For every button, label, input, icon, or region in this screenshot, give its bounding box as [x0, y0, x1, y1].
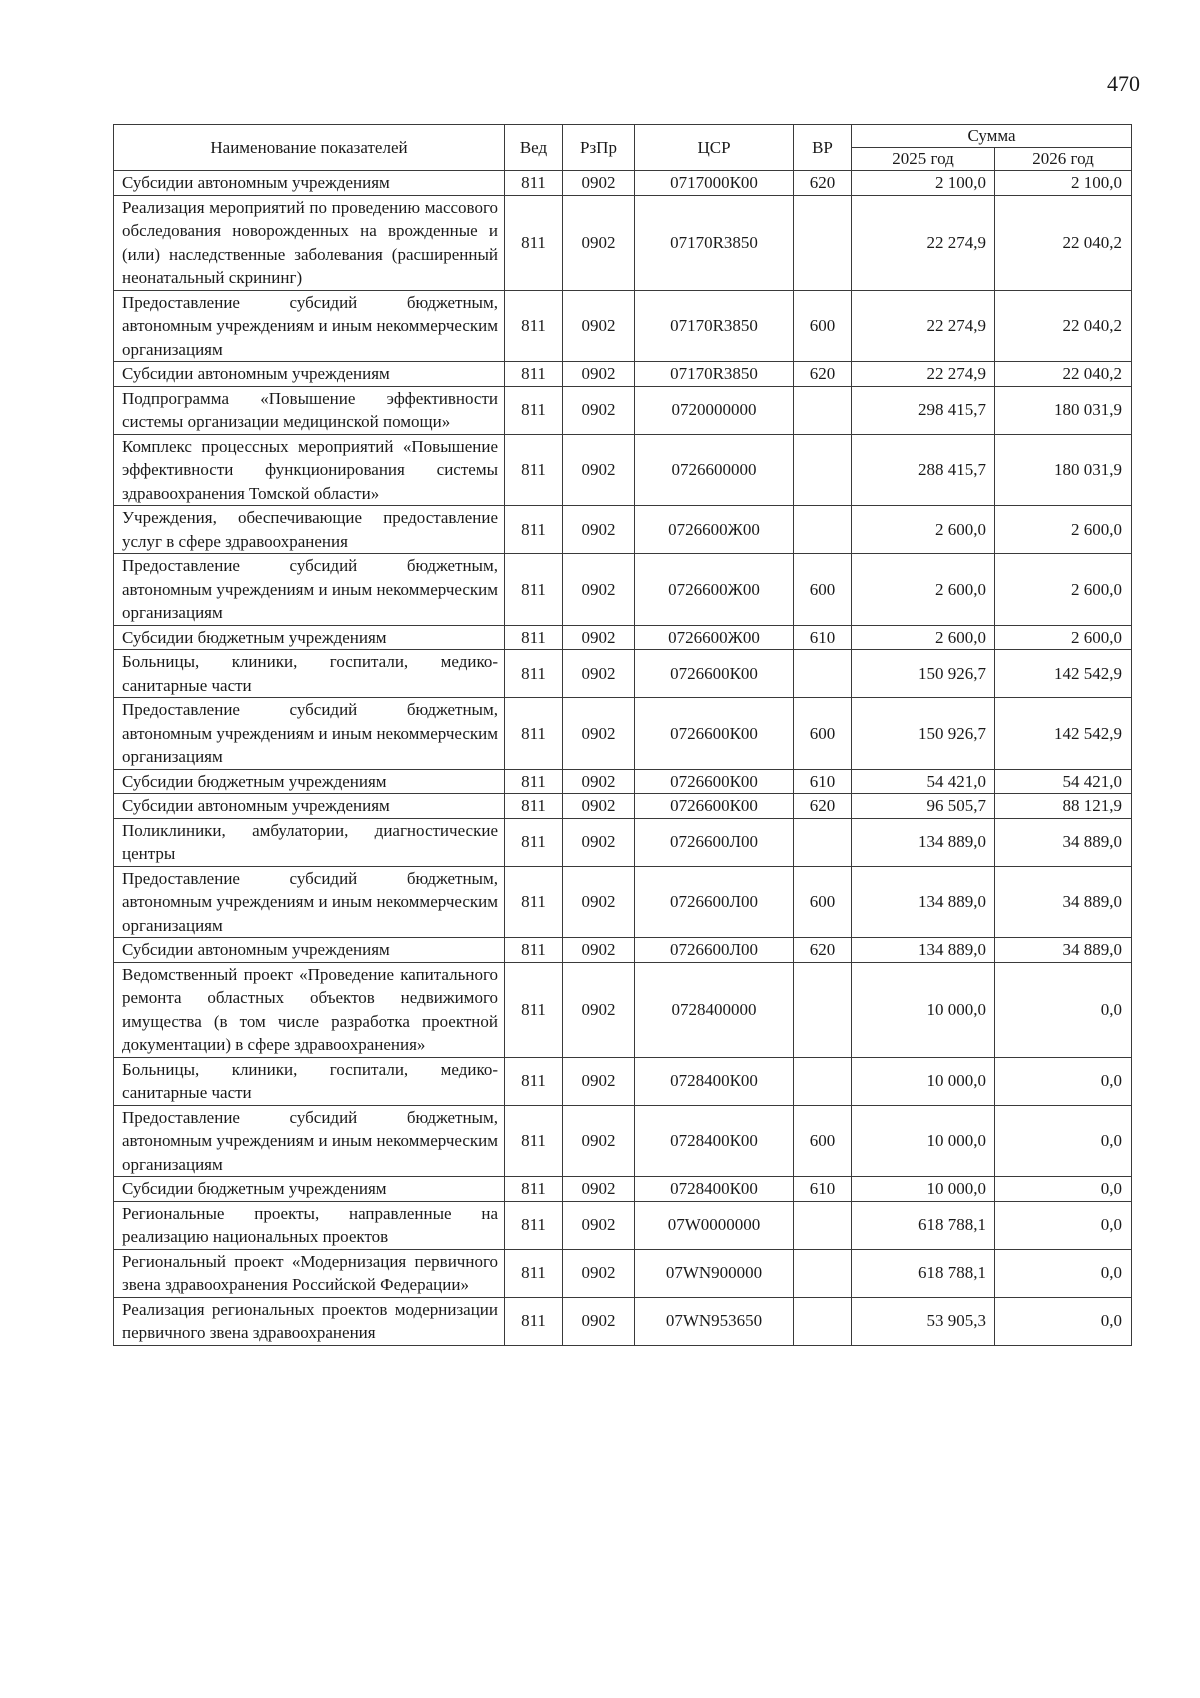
- row-vr-cell: 600: [794, 554, 852, 626]
- row-rzpr-cell: 0902: [563, 794, 635, 819]
- row-sum-2026-cell: 0,0: [995, 1201, 1132, 1249]
- row-rzpr-cell: 0902: [563, 650, 635, 698]
- header-ved: Вед: [505, 125, 563, 171]
- table-row: [114, 938, 1132, 963]
- row-sum-2025-cell: 134 889,0: [852, 938, 995, 963]
- row-csr-cell: 0728400К00: [635, 1177, 794, 1202]
- row-csr-cell: 0726600К00: [635, 794, 794, 819]
- row-rzpr-cell: 0902: [563, 554, 635, 626]
- row-name-cell: Региональный проект «Модернизация первичного звена здравоохранения Российской Федерации»: [114, 1249, 505, 1297]
- row-sum-2025-cell: 10 000,0: [852, 962, 995, 1057]
- row-sum-2026-cell: 0,0: [995, 1177, 1132, 1202]
- row-sum-2025-cell: 2 600,0: [852, 554, 995, 626]
- row-name-cell: Предоставление субсидий бюджетным, автономным учреждениям и иным некоммерческим организациям: [114, 698, 505, 770]
- row-rzpr-cell: 0902: [563, 171, 635, 196]
- row-csr-cell: 0717000К00: [635, 171, 794, 196]
- row-rzpr-cell: 0902: [563, 1201, 635, 1249]
- row-sum-2025-cell: 10 000,0: [852, 1177, 995, 1202]
- row-vr-cell: 620: [794, 362, 852, 387]
- row-rzpr-cell: 0902: [563, 1297, 635, 1345]
- row-rzpr-cell: 0902: [563, 938, 635, 963]
- table-row: [114, 506, 1132, 554]
- table-row: [114, 698, 1132, 770]
- row-ved-cell: 811: [505, 866, 563, 938]
- row-rzpr-cell: 0902: [563, 290, 635, 362]
- row-rzpr-cell: 0902: [563, 962, 635, 1057]
- row-csr-cell: 0726600Л00: [635, 938, 794, 963]
- row-rzpr-cell: 0902: [563, 698, 635, 770]
- row-name-cell: Субсидии бюджетным учреждениям: [114, 625, 505, 650]
- row-rzpr-cell: 0902: [563, 818, 635, 866]
- row-csr-cell: 0726600Ж00: [635, 625, 794, 650]
- row-rzpr-cell: 0902: [563, 195, 635, 290]
- header-rzpr: РзПр: [563, 125, 635, 171]
- row-rzpr-cell: 0902: [563, 362, 635, 387]
- table-row: [114, 1297, 1132, 1345]
- row-ved-cell: 811: [505, 962, 563, 1057]
- row-vr-cell: 620: [794, 938, 852, 963]
- row-sum-2025-cell: 54 421,0: [852, 769, 995, 794]
- table-row: [114, 1057, 1132, 1105]
- row-vr-cell: 600: [794, 866, 852, 938]
- table-row: [114, 434, 1132, 506]
- row-name-cell: Субсидии автономным учреждениям: [114, 938, 505, 963]
- row-name-cell: Реализация мероприятий по проведению массового обследования новорожденных на врожденные и (или) наследственные заболевания (расширенный неонатальный скрининг): [114, 195, 505, 290]
- row-sum-2026-cell: 0,0: [995, 1297, 1132, 1345]
- row-ved-cell: 811: [505, 1177, 563, 1202]
- table-row: [114, 362, 1132, 387]
- row-csr-cell: 07170R3850: [635, 290, 794, 362]
- row-sum-2025-cell: 298 415,7: [852, 386, 995, 434]
- header-csr: ЦСР: [635, 125, 794, 171]
- row-ved-cell: 811: [505, 938, 563, 963]
- table-row: [114, 195, 1132, 290]
- row-name-cell: Субсидии бюджетным учреждениям: [114, 1177, 505, 1202]
- row-csr-cell: 0720000000: [635, 386, 794, 434]
- row-sum-2025-cell: 288 415,7: [852, 434, 995, 506]
- row-sum-2026-cell: 2 600,0: [995, 506, 1132, 554]
- page-number: 470: [1107, 71, 1140, 96]
- row-sum-2025-cell: 53 905,3: [852, 1297, 995, 1345]
- row-vr-cell: 610: [794, 1177, 852, 1202]
- header-year-2025: 2025 год: [852, 148, 995, 171]
- row-csr-cell: 0728400000: [635, 962, 794, 1057]
- row-rzpr-cell: 0902: [563, 1057, 635, 1105]
- row-ved-cell: 811: [505, 1297, 563, 1345]
- row-vr-cell: 620: [794, 171, 852, 196]
- row-sum-2026-cell: 142 542,9: [995, 650, 1132, 698]
- row-ved-cell: 811: [505, 386, 563, 434]
- row-ved-cell: 811: [505, 195, 563, 290]
- row-vr-cell: [794, 506, 852, 554]
- row-sum-2026-cell: 2 600,0: [995, 554, 1132, 626]
- row-csr-cell: 07WN953650: [635, 1297, 794, 1345]
- row-sum-2025-cell: 134 889,0: [852, 818, 995, 866]
- row-csr-cell: 07170R3850: [635, 195, 794, 290]
- row-sum-2026-cell: 2 100,0: [995, 171, 1132, 196]
- table-row: [114, 962, 1132, 1057]
- row-sum-2026-cell: 0,0: [995, 1105, 1132, 1177]
- row-name-cell: Субсидии автономным учреждениям: [114, 362, 505, 387]
- table-row: [114, 1177, 1132, 1202]
- row-csr-cell: 0726600Ж00: [635, 506, 794, 554]
- table-row: [114, 386, 1132, 434]
- row-ved-cell: 811: [505, 171, 563, 196]
- table-header: [114, 125, 1132, 171]
- row-sum-2025-cell: 96 505,7: [852, 794, 995, 819]
- row-sum-2026-cell: 88 121,9: [995, 794, 1132, 819]
- row-rzpr-cell: 0902: [563, 769, 635, 794]
- row-name-cell: Комплекс процессных мероприятий «Повышение эффективности функционирования системы здравоохранения Томской области»: [114, 434, 505, 506]
- row-sum-2026-cell: 0,0: [995, 1249, 1132, 1297]
- row-ved-cell: 811: [505, 625, 563, 650]
- row-sum-2026-cell: 0,0: [995, 962, 1132, 1057]
- row-sum-2026-cell: 34 889,0: [995, 938, 1132, 963]
- row-name-cell: Больницы, клиники, госпитали, медико-санитарные части: [114, 650, 505, 698]
- table-row: [114, 769, 1132, 794]
- row-sum-2025-cell: 2 600,0: [852, 625, 995, 650]
- row-csr-cell: 0726600Л00: [635, 818, 794, 866]
- table-row: [114, 818, 1132, 866]
- row-name-cell: Учреждения, обеспечивающие предоставление услуг в сфере здравоохранения: [114, 506, 505, 554]
- row-ved-cell: 811: [505, 1201, 563, 1249]
- row-csr-cell: 0726600К00: [635, 769, 794, 794]
- row-csr-cell: 0726600Л00: [635, 866, 794, 938]
- row-vr-cell: [794, 1201, 852, 1249]
- row-sum-2025-cell: 2 100,0: [852, 171, 995, 196]
- table-row: [114, 290, 1132, 362]
- row-sum-2025-cell: 150 926,7: [852, 650, 995, 698]
- row-vr-cell: [794, 1057, 852, 1105]
- row-csr-cell: 07WN900000: [635, 1249, 794, 1297]
- row-vr-cell: [794, 962, 852, 1057]
- row-vr-cell: [794, 195, 852, 290]
- row-ved-cell: 811: [505, 290, 563, 362]
- row-name-cell: Предоставление субсидий бюджетным, автономным учреждениям и иным некоммерческим организациям: [114, 1105, 505, 1177]
- row-sum-2025-cell: 134 889,0: [852, 866, 995, 938]
- table-row: [114, 554, 1132, 626]
- row-csr-cell: 0726600К00: [635, 650, 794, 698]
- header-vr: ВР: [794, 125, 852, 171]
- row-rzpr-cell: 0902: [563, 1249, 635, 1297]
- row-vr-cell: 600: [794, 698, 852, 770]
- row-rzpr-cell: 0902: [563, 1105, 635, 1177]
- row-ved-cell: 811: [505, 362, 563, 387]
- row-rzpr-cell: 0902: [563, 625, 635, 650]
- row-csr-cell: 07W0000000: [635, 1201, 794, 1249]
- row-sum-2025-cell: 618 788,1: [852, 1249, 995, 1297]
- header-sum: Сумма: [852, 125, 1132, 148]
- row-sum-2025-cell: 22 274,9: [852, 362, 995, 387]
- row-sum-2025-cell: 2 600,0: [852, 506, 995, 554]
- table-body: [114, 171, 1132, 1346]
- row-ved-cell: 811: [505, 769, 563, 794]
- row-sum-2026-cell: 22 040,2: [995, 290, 1132, 362]
- table-row: [114, 1201, 1132, 1249]
- table-row: [114, 650, 1132, 698]
- row-vr-cell: [794, 1249, 852, 1297]
- table-row: [114, 625, 1132, 650]
- table-row: [114, 1249, 1132, 1297]
- row-name-cell: Поликлиники, амбулатории, диагностические центры: [114, 818, 505, 866]
- table-row: [114, 866, 1132, 938]
- row-csr-cell: 07170R3850: [635, 362, 794, 387]
- row-name-cell: Субсидии бюджетным учреждениям: [114, 769, 505, 794]
- row-sum-2025-cell: 618 788,1: [852, 1201, 995, 1249]
- row-csr-cell: 0726600000: [635, 434, 794, 506]
- row-ved-cell: 811: [505, 650, 563, 698]
- row-ved-cell: 811: [505, 1057, 563, 1105]
- row-name-cell: Субсидии автономным учреждениям: [114, 794, 505, 819]
- row-sum-2025-cell: 22 274,9: [852, 195, 995, 290]
- row-ved-cell: 811: [505, 506, 563, 554]
- row-name-cell: Подпрограмма «Повышение эффективности системы организации медицинской помощи»: [114, 386, 505, 434]
- row-sum-2026-cell: 54 421,0: [995, 769, 1132, 794]
- row-sum-2025-cell: 22 274,9: [852, 290, 995, 362]
- row-vr-cell: 620: [794, 794, 852, 819]
- row-ved-cell: 811: [505, 818, 563, 866]
- row-rzpr-cell: 0902: [563, 386, 635, 434]
- row-name-cell: Субсидии автономным учреждениям: [114, 171, 505, 196]
- row-sum-2026-cell: 34 889,0: [995, 818, 1132, 866]
- row-rzpr-cell: 0902: [563, 506, 635, 554]
- row-sum-2026-cell: 2 600,0: [995, 625, 1132, 650]
- table-row: [114, 171, 1132, 196]
- row-name-cell: Предоставление субсидий бюджетным, автономным учреждениям и иным некоммерческим организациям: [114, 866, 505, 938]
- row-vr-cell: [794, 386, 852, 434]
- table-row: [114, 1105, 1132, 1177]
- table-row: [114, 794, 1132, 819]
- row-csr-cell: 0726600Ж00: [635, 554, 794, 626]
- row-ved-cell: 811: [505, 1105, 563, 1177]
- row-vr-cell: [794, 818, 852, 866]
- header-year-2026: 2026 год: [995, 148, 1132, 171]
- row-sum-2025-cell: 10 000,0: [852, 1057, 995, 1105]
- row-ved-cell: 811: [505, 794, 563, 819]
- row-sum-2026-cell: 34 889,0: [995, 866, 1132, 938]
- row-rzpr-cell: 0902: [563, 434, 635, 506]
- row-sum-2026-cell: 22 040,2: [995, 195, 1132, 290]
- row-name-cell: Реализация региональных проектов модернизации первичного звена здравоохранения: [114, 1297, 505, 1345]
- row-vr-cell: [794, 650, 852, 698]
- row-sum-2026-cell: 0,0: [995, 1057, 1132, 1105]
- row-name-cell: Больницы, клиники, госпитали, медико-санитарные части: [114, 1057, 505, 1105]
- row-sum-2026-cell: 22 040,2: [995, 362, 1132, 387]
- row-ved-cell: 811: [505, 434, 563, 506]
- row-csr-cell: 0728400К00: [635, 1105, 794, 1177]
- row-sum-2025-cell: 150 926,7: [852, 698, 995, 770]
- row-name-cell: Предоставление субсидий бюджетным, автономным учреждениям и иным некоммерческим организациям: [114, 290, 505, 362]
- row-vr-cell: [794, 434, 852, 506]
- row-ved-cell: 811: [505, 698, 563, 770]
- row-csr-cell: 0726600К00: [635, 698, 794, 770]
- row-ved-cell: 811: [505, 1249, 563, 1297]
- row-name-cell: Ведомственный проект «Проведение капитального ремонта областных объектов недвижимого имущества (в том числе разработка проектной документации) в сфере здравоохранения»: [114, 962, 505, 1057]
- row-vr-cell: 600: [794, 290, 852, 362]
- row-name-cell: Предоставление субсидий бюджетным, автономным учреждениям и иным некоммерческим организациям: [114, 554, 505, 626]
- header-name: Наименование показателей: [114, 125, 505, 171]
- row-name-cell: Региональные проекты, направленные на реализацию национальных проектов: [114, 1201, 505, 1249]
- row-csr-cell: 0728400К00: [635, 1057, 794, 1105]
- row-rzpr-cell: 0902: [563, 866, 635, 938]
- row-sum-2026-cell: 142 542,9: [995, 698, 1132, 770]
- row-sum-2025-cell: 10 000,0: [852, 1105, 995, 1177]
- row-rzpr-cell: 0902: [563, 1177, 635, 1202]
- budget-table: [113, 124, 1132, 1346]
- row-ved-cell: 811: [505, 554, 563, 626]
- row-sum-2026-cell: 180 031,9: [995, 434, 1132, 506]
- row-vr-cell: 610: [794, 769, 852, 794]
- row-vr-cell: 600: [794, 1105, 852, 1177]
- row-vr-cell: [794, 1297, 852, 1345]
- row-sum-2026-cell: 180 031,9: [995, 386, 1132, 434]
- row-vr-cell: 610: [794, 625, 852, 650]
